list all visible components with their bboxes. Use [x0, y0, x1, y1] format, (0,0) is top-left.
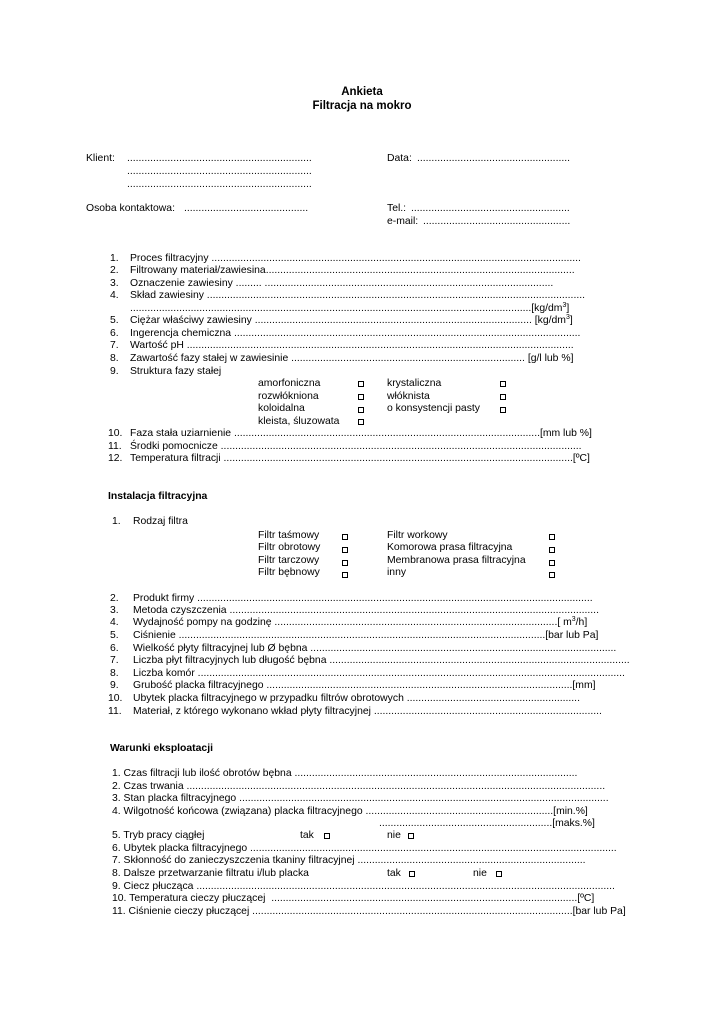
email-field[interactable]: ...................................................	[423, 216, 571, 227]
filter-type-label: Filtr workowy	[387, 530, 448, 541]
structure-option-label: rozwłókniona	[258, 391, 319, 402]
page-title: Ankieta	[341, 86, 383, 98]
s3-item[interactable]: 6. Ubytek placka filtracyjnego ...............................................................................................................................	[112, 843, 617, 854]
filter-type-label: Membranowa prasa filtracyjna	[387, 555, 526, 566]
s3-item-continuation[interactable]: ............................................................[maks.%]	[379, 818, 595, 829]
checkbox[interactable]	[358, 407, 364, 413]
s2-num: 8.	[110, 668, 119, 679]
checkbox[interactable]	[549, 560, 555, 566]
client-label: Klient:	[86, 153, 115, 164]
s2-item-after: /h]	[575, 617, 588, 628]
s2-item[interactable]: Produkt firmy .........................................................................................................................................	[133, 593, 593, 604]
filter-type-label: Filtr bębnowy	[258, 567, 320, 578]
s2-item-sup: 3	[571, 616, 576, 623]
s2-num: 4.	[110, 617, 119, 628]
s1-item[interactable]: Oznaczenie zawiesiny ......... ....................................................................................................	[130, 278, 554, 289]
s2-item[interactable]: Grubość placka filtracyjnego ..........................................................................................................[mm]	[133, 680, 596, 691]
s1-item-text: ...........................................................................................................................................[kg/dm	[130, 303, 563, 314]
s2-item[interactable]: Ubytek placka filtracyjnego w przypadku filtrów obrotowych ............................................................	[133, 693, 580, 704]
s1-item-text: Ciężar właściwy zawiesiny ................................................................................................ [kg/dm	[130, 315, 566, 326]
page-subtitle: Filtracja na mokro	[312, 100, 412, 112]
s2-item-text: Wydajność pompy na godzinę ..................................................................................................[ m	[133, 617, 572, 628]
checkbox[interactable]	[500, 381, 506, 387]
s2-item: Rodzaj filtra	[133, 516, 188, 527]
section-heading-operating-conditions: Warunki eksploatacji	[110, 743, 213, 754]
checkbox[interactable]	[409, 871, 415, 877]
s1-num: 7.	[110, 340, 119, 351]
structure-option-label: włóknista	[387, 391, 430, 402]
option-no-label: nie	[387, 830, 401, 841]
s3-item[interactable]: 10. Temperatura cieczy płuczącej ..........................................................................................................[ºC]	[112, 893, 595, 904]
s1-item[interactable]: Środki pomocnicze .............................................................................................................................	[130, 441, 582, 452]
structure-option-label: kleista, śluzowata	[258, 416, 340, 427]
contact-person-label: Osoba kontaktowa:	[86, 203, 175, 214]
s3-item[interactable]: 11. Ciśnienie cieczy płuczącej ...............................................................................................................[bar lub Pa]	[112, 906, 626, 917]
client-field-line-2[interactable]: ................................................................	[127, 166, 312, 177]
s1-num: 10.	[108, 428, 123, 439]
s1-num: 6.	[110, 328, 119, 339]
s2-item[interactable]	[133, 617, 587, 629]
s1-num: 1.	[110, 253, 119, 264]
filter-type-label: Filtr obrotowy	[258, 542, 321, 553]
checkbox[interactable]	[358, 381, 364, 387]
s1-item-sup: 3	[562, 302, 567, 309]
s3-item: 8. Dalsze przetwarzanie filtratu i/lub placka	[112, 868, 309, 879]
s1-item[interactable]: Proces filtracyjny ................................................................................................................................	[130, 253, 581, 264]
s1-item[interactable]: Skład zawiesiny ...................................................................................................................................	[130, 290, 585, 301]
s1-item-sup: 3	[565, 314, 570, 321]
checkbox[interactable]	[549, 534, 555, 540]
s2-num: 11.	[108, 706, 122, 717]
s1-num: 5.	[110, 315, 119, 326]
s1-item[interactable]: Temperatura filtracji .........................................................................................................................[ºC]	[130, 453, 590, 464]
client-field-line-1[interactable]: ................................................................	[127, 153, 312, 164]
filter-type-label: Komorowa prasa filtracyjna	[387, 542, 513, 553]
s2-num: 1.	[112, 516, 121, 527]
s3-item: 5. Tryb pracy ciągłej	[112, 830, 205, 841]
filter-type-label: inny	[387, 567, 407, 578]
s2-num: 6.	[110, 643, 119, 654]
section-heading-installation: Instalacja filtracyjna	[108, 491, 208, 502]
s2-num: 7.	[110, 655, 119, 666]
s2-num: 2.	[110, 593, 119, 604]
s1-item[interactable]	[130, 315, 573, 327]
s1-item-after: ]	[569, 315, 573, 326]
date-field[interactable]: .....................................................	[417, 153, 571, 164]
checkbox[interactable]	[324, 833, 330, 839]
s3-item[interactable]: 4. Wilgotność końcowa (związana) placka filtracyjnego .................................................................[min.%]	[112, 806, 588, 817]
s3-item[interactable]: 3. Stan placka filtracyjnego ................................................................................................................................	[112, 793, 609, 804]
s2-item[interactable]: Liczba płyt filtracyjnych lub długość bębna ........................................................................................................	[133, 655, 630, 666]
option-yes-label: tak	[300, 830, 314, 841]
s1-item[interactable]: Filtrowany materiał/zawiesina...........................................................................................................	[130, 265, 575, 276]
checkbox[interactable]	[342, 572, 348, 578]
s3-item[interactable]: 1. Czas filtracji lub ilość obrotów bębna ..................................................................................................	[112, 768, 578, 779]
s2-item[interactable]: Liczba komór ....................................................................................................................................................	[133, 668, 625, 679]
tel-label: Tel.:	[387, 203, 407, 214]
s2-item[interactable]: Wielkość płyty filtracyjnej lub Ø bębna ..........................................................................................................	[133, 643, 620, 654]
checkbox[interactable]	[342, 560, 348, 566]
date-label: Data:	[387, 153, 412, 164]
checkbox[interactable]	[358, 394, 364, 400]
s2-num: 10.	[108, 693, 123, 704]
checkbox[interactable]	[500, 407, 506, 413]
email-label: e-mail:	[387, 216, 419, 227]
checkbox[interactable]	[408, 833, 414, 839]
s1-item[interactable]: Faza stała uziarnienie ..........................................................................................................[mm lub %]	[130, 428, 592, 439]
s1-item[interactable]: Wartość pH ......................................................................................................................................	[130, 340, 574, 351]
s1-item-after: ]	[566, 303, 570, 314]
structure-option-label: krystaliczna	[387, 378, 442, 389]
s1-item[interactable]: Zawartość fazy stałej w zawiesinie ................................................................................. [g/l lub %]	[130, 353, 574, 364]
checkbox[interactable]	[500, 394, 506, 400]
s2-num: 3.	[110, 605, 119, 616]
tel-field[interactable]: .......................................................	[411, 203, 570, 214]
s1-num: 12.	[108, 453, 123, 464]
s1-item[interactable]: Ingerencja chemiczna ........................................................................................................................	[130, 328, 581, 339]
filter-type-label: Filtr taśmowy	[258, 530, 320, 541]
structure-option-label: o konsystencji pasty	[387, 403, 480, 414]
checkbox[interactable]	[342, 547, 348, 553]
s1-num: 11.	[108, 441, 122, 452]
s1-item-continuation[interactable]	[130, 303, 569, 315]
s1-num: 9.	[110, 366, 119, 377]
checkbox[interactable]	[358, 419, 364, 425]
checkbox[interactable]	[496, 871, 502, 877]
s2-item[interactable]: Metoda czyszczenia ................................................................................................................................	[133, 605, 599, 616]
checkbox[interactable]	[549, 547, 555, 553]
client-field-line-3[interactable]: ................................................................	[127, 179, 312, 190]
option-no-label: nie	[473, 868, 487, 879]
s1-item: Struktura fazy stałej	[130, 366, 222, 377]
s2-item[interactable]: Materiał, z którego wykonano wkład płyty filtracyjnej ...............................................................................	[133, 706, 602, 717]
structure-option-label: amorfoniczna	[258, 378, 321, 389]
contact-person-field[interactable]: ...........................................	[184, 203, 309, 214]
s3-item[interactable]: 2. Czas trwania .................................................................................................................................................	[112, 781, 606, 792]
s1-num: 8.	[110, 353, 119, 364]
s3-item[interactable]: 7. Skłonność do zanieczyszczenia tkaniny filtracyjnej ...............................................................................	[112, 855, 586, 866]
checkbox[interactable]	[342, 534, 348, 540]
option-yes-label: tak	[387, 868, 401, 879]
s1-num: 4.	[110, 290, 119, 301]
s2-num: 5.	[110, 630, 119, 641]
s2-num: 9.	[110, 680, 119, 691]
checkbox[interactable]	[549, 572, 555, 578]
s3-item[interactable]: 9. Ciecz płucząca .................................................................................................................................................	[112, 881, 615, 892]
s1-num: 2.	[110, 265, 119, 276]
filter-type-label: Filtr tarczowy	[258, 555, 320, 566]
structure-option-label: koloidalna	[258, 403, 305, 414]
s1-num: 3.	[110, 278, 119, 289]
s2-item[interactable]: Ciśnienie ...............................................................................................................................[bar lub Pa]	[133, 630, 599, 641]
